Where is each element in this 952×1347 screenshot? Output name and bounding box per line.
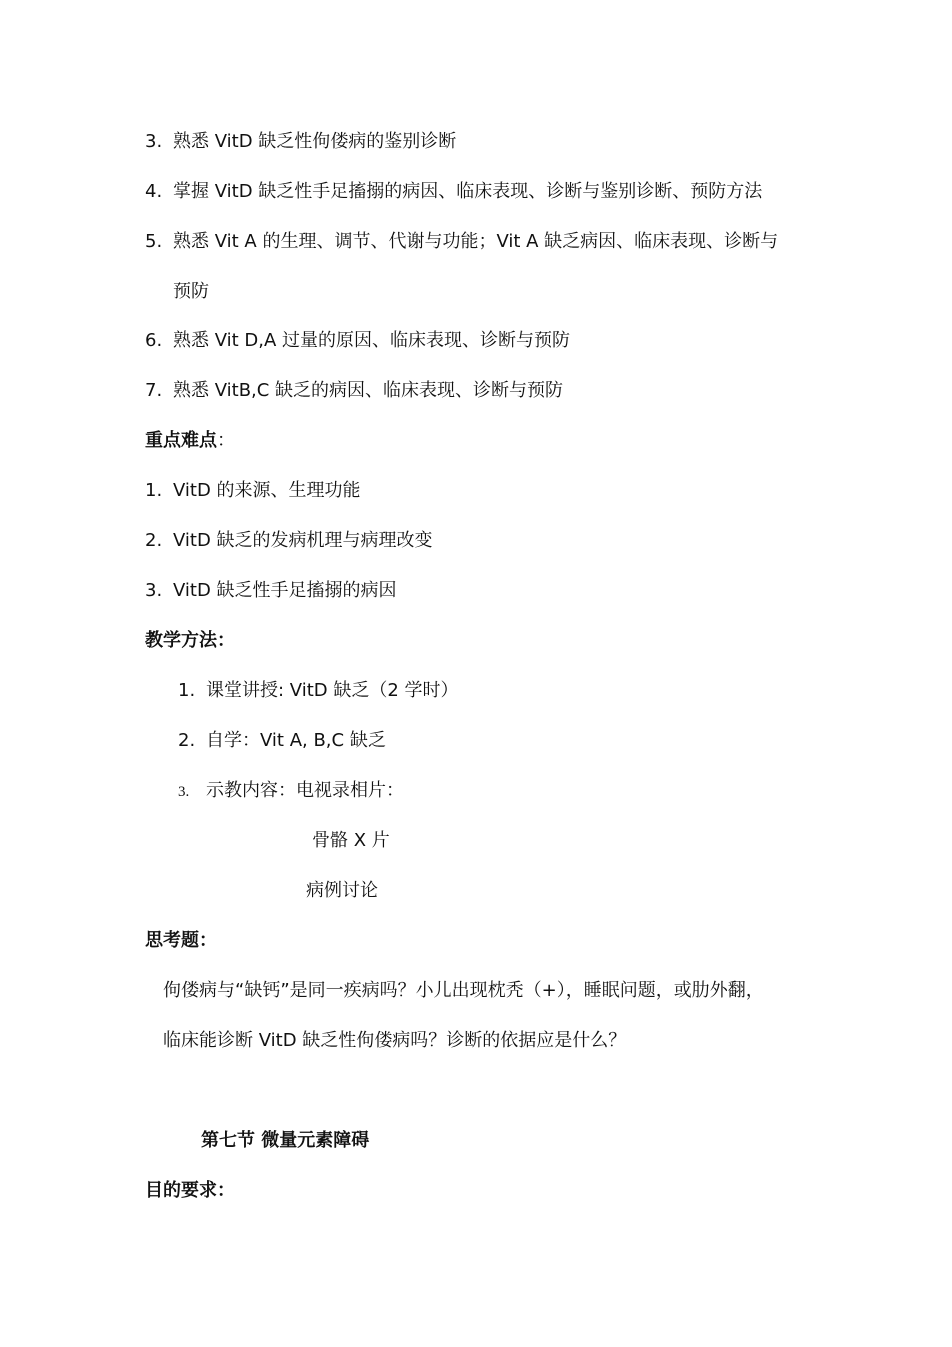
objective-item-7 <box>145 379 563 403</box>
objective-item-5 <box>145 230 778 254</box>
list-number: 2. <box>178 730 196 751</box>
demo-sub-item-xray: 骨骼 X 片 <box>312 830 390 851</box>
objective-item-3 <box>145 130 456 154</box>
list-text: 掌握 VitD 缺乏性手足搐搦的病因、临床表现、诊断与鉴别诊断、预防方法 <box>173 181 763 202</box>
key-points-heading <box>145 429 235 453</box>
list-text: 示教内容：电视录相片： <box>206 780 404 801</box>
key-points-title: 重点难点 <box>145 430 217 451</box>
list-number: 4. <box>145 181 163 202</box>
key-points-colon: ： <box>217 430 235 451</box>
key-point-item-1 <box>145 479 361 503</box>
list-number: 2. <box>145 530 163 551</box>
key-point-item-3 <box>145 579 397 603</box>
list-number: 1. <box>145 480 163 501</box>
list-text: 自学：Vit A, B,C 缺乏 <box>206 730 386 751</box>
list-text: VitD 的来源、生理功能 <box>173 480 361 501</box>
list-number: 6. <box>145 330 163 351</box>
list-text: VitD 缺乏性手足搐搦的病因 <box>173 580 397 601</box>
list-text: 熟悉 Vit D,A 过量的原因、临床表现、诊断与预防 <box>173 330 571 351</box>
section-title: 第七节 微量元素障碍 <box>201 1130 370 1151</box>
teaching-method-item-2 <box>178 729 386 753</box>
question-line-1: 佝偻病与“缺钙”是同一疾病吗？小儿出现枕秃（+），睡眠问题，或肋外翻， <box>163 980 764 1001</box>
teaching-method-item-3 <box>178 779 404 803</box>
list-text: VitD 缺乏的发病机理与病理改变 <box>173 530 433 551</box>
list-number: 7. <box>145 380 163 401</box>
list-text: 熟悉 VitB,C 缺乏的病因、临床表现、诊断与预防 <box>173 380 564 401</box>
list-number: 3. <box>178 784 190 800</box>
objective-item-6 <box>145 329 570 353</box>
list-number: 3. <box>145 580 163 601</box>
questions-heading: 思考题： <box>145 930 217 951</box>
list-number: 1. <box>178 680 196 701</box>
list-number: 5. <box>145 231 163 252</box>
list-text: 熟悉 Vit A 的生理、调节、代谢与功能；Vit A 缺乏病因、临床表现、诊断与 <box>173 231 779 252</box>
demo-sub-item-case-discussion: 病例讨论 <box>306 880 378 901</box>
teaching-methods-heading: 教学方法： <box>145 630 235 651</box>
teaching-method-item-1 <box>178 679 459 703</box>
question-line-2: 临床能诊断 VitD 缺乏性佝偻病吗？诊断的依据应是什么？ <box>163 1030 627 1051</box>
list-number: 3. <box>145 131 163 152</box>
list-text: 熟悉 VitD 缺乏性佝偻病的鉴别诊断 <box>173 131 457 152</box>
objective-item-4 <box>145 180 762 204</box>
objective-item-5-continuation: 预防 <box>173 281 209 302</box>
key-point-item-2 <box>145 529 433 553</box>
list-text: 课堂讲授: VitD 缺乏（2 学时） <box>206 680 459 701</box>
objectives-heading: 目的要求： <box>145 1180 235 1201</box>
